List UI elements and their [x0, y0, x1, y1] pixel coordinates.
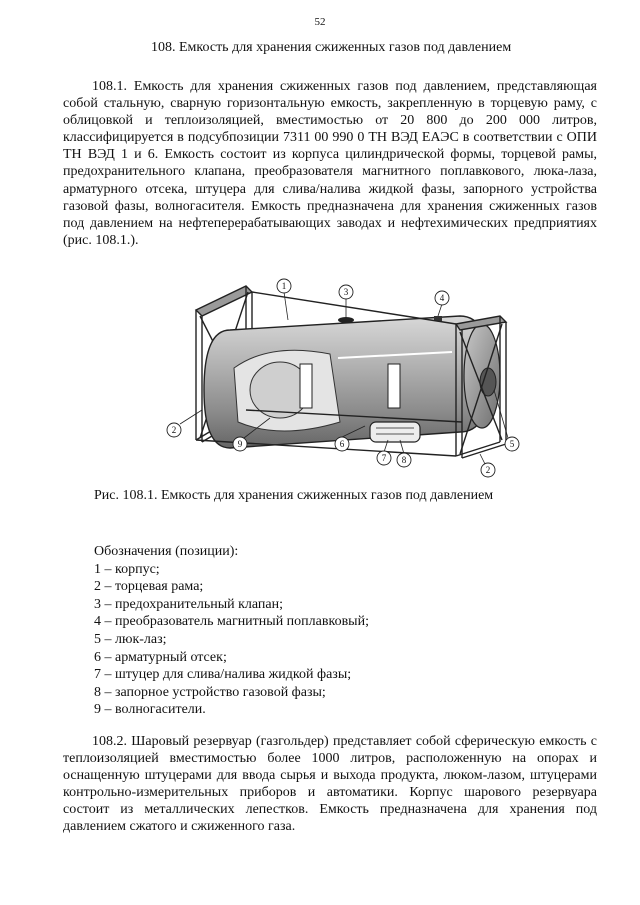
marker-8: [397, 453, 411, 467]
svg-text:8: 8: [401, 455, 407, 465]
marker-1: [277, 279, 291, 293]
svg-text:6: 6: [339, 439, 345, 449]
marker-9: [233, 437, 247, 451]
marker-2-right: [481, 463, 495, 477]
svg-text:4: 4: [439, 293, 445, 303]
legend-item: 5 – люк-лаз;: [94, 631, 167, 647]
svg-text:7: 7: [381, 453, 387, 463]
legend-item: 2 – торцевая рама;: [94, 579, 204, 595]
legend-item: 6 – арматурный отсек;: [94, 649, 227, 665]
svg-text:2: 2: [485, 465, 491, 475]
marker-5: [505, 437, 519, 451]
legend-item: 3 – предохранительный клапан;: [94, 596, 283, 612]
legend-item: 7 – штуцер для слива/налива жидкой фазы;: [94, 667, 352, 683]
legend-item: 9 – волногасители.: [94, 702, 206, 718]
legend-item: 1 – корпус;: [94, 561, 160, 577]
marker-2-left: [167, 423, 181, 437]
svg-text:2: 2: [171, 425, 177, 435]
legend-title: Обозначения (позиции):: [94, 544, 239, 559]
paragraph-108-2: 108.2. Шаровый резервуар (газгольдер) представляет собой сферическую емкость с теплоизоляцией вместимостью более 1000 литров, расположенную на опорах и оснащенную штуцерами для ввода сырья и выхода продукта, люком-лазом, штуцерами контрольно-измерительных приборов и автоматики. Корпус шарового резервуара состоит из металлических лепестков. Емкость предназначена для хранения под давлением сжатого и сжиженного газа.: [63, 734, 597, 835]
page-number: 52: [314, 16, 326, 28]
tank-container-figure: [160, 272, 530, 478]
paragraph-108-1: 108.1. Емкость для хранения сжиженных газов под давлением, представляющая собой стальную, сварную горизонтальную емкость, закрепленную в торцевую раму, с облицовкой и теплоизоляцией, вместимостью от 20 800 до 200 000 литров, классифицируется в подсубпозиции 7311 00 990 0 ТН ВЭД ЕАЭС в соответствии с ОПИ ТН ВЭД 1 и 6. Емкость состоит из корпуса цилиндрической формы, торцевой рамы, предохранительного клапана, преобразователя магнитного поплавкового, люка-лаза, арматурного отсека, штуцера для слива/налива жидкой фазы, запорного устройства газовой фазы, волногасителя. Емкость предназначена для хранения сжиженных газов под давлением на нефтеперерабатывающих заводах и нефтехимических предприятиях (рис. 108.1.).: [63, 79, 597, 248]
svg-text:5: 5: [509, 439, 515, 449]
legend-item: 8 – запорное устройство газовой фазы;: [94, 684, 326, 700]
figure-caption: Рис. 108.1. Емкость для хранения сжиженных газов под давлением: [94, 488, 494, 503]
svg-text:1: 1: [281, 281, 287, 291]
marker-7: [377, 451, 391, 465]
tank-container-drawing: [160, 272, 530, 478]
marker-3: [339, 285, 353, 299]
svg-text:3: 3: [343, 287, 349, 297]
marker-4: [435, 291, 449, 305]
svg-text:9: 9: [237, 439, 243, 449]
fitting-compartment: [370, 422, 420, 442]
legend: [94, 543, 369, 719]
legend-item: 4 – преобразователь магнитный поплавковый;: [94, 614, 369, 630]
marker-6: [335, 437, 349, 451]
section-title: 108. Емкость для хранения сжиженных газов под давлением: [151, 40, 512, 55]
